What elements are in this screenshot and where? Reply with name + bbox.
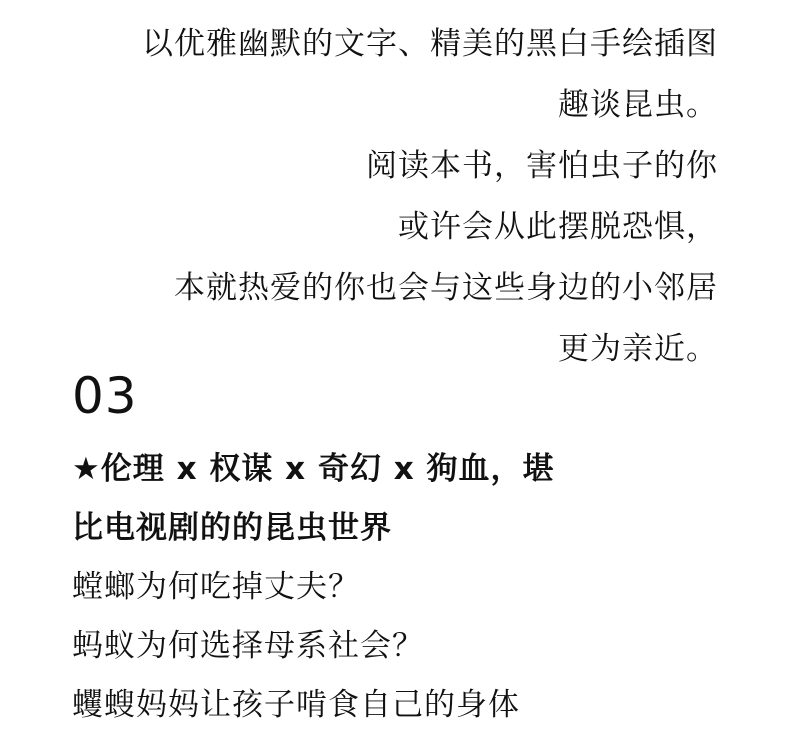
intro-line: 阅读本书，害怕虫子的你 [366,148,718,184]
section-headline-line: 比电视剧的的昆虫世界 [72,510,392,546]
section-number: 03 [72,367,138,425]
section-headline-line: ★伦理 x 权谋 x 奇幻 x 狗血，堪 [72,451,555,487]
intro-paragraph [142,14,718,380]
intro-line: 更为亲近。 [558,331,718,367]
intro-line: 以优雅幽默的文字、精美的黑白手绘插图 [142,26,718,62]
section-body [72,440,555,735]
intro-line: 趣谈昆虫。 [558,87,718,123]
question-line: 螳螂为何吃掉丈夫？ [72,569,360,605]
question-line: 蚂蚁为何选择母系社会？ [72,628,424,664]
intro-line: 或许会从此摆脱恐惧， [398,209,718,245]
question-line: 蠼螋妈妈让孩子啃食自己的身体 [72,687,520,723]
intro-line: 本就热爱的你也会与这些身边的小邻居 [174,270,718,306]
